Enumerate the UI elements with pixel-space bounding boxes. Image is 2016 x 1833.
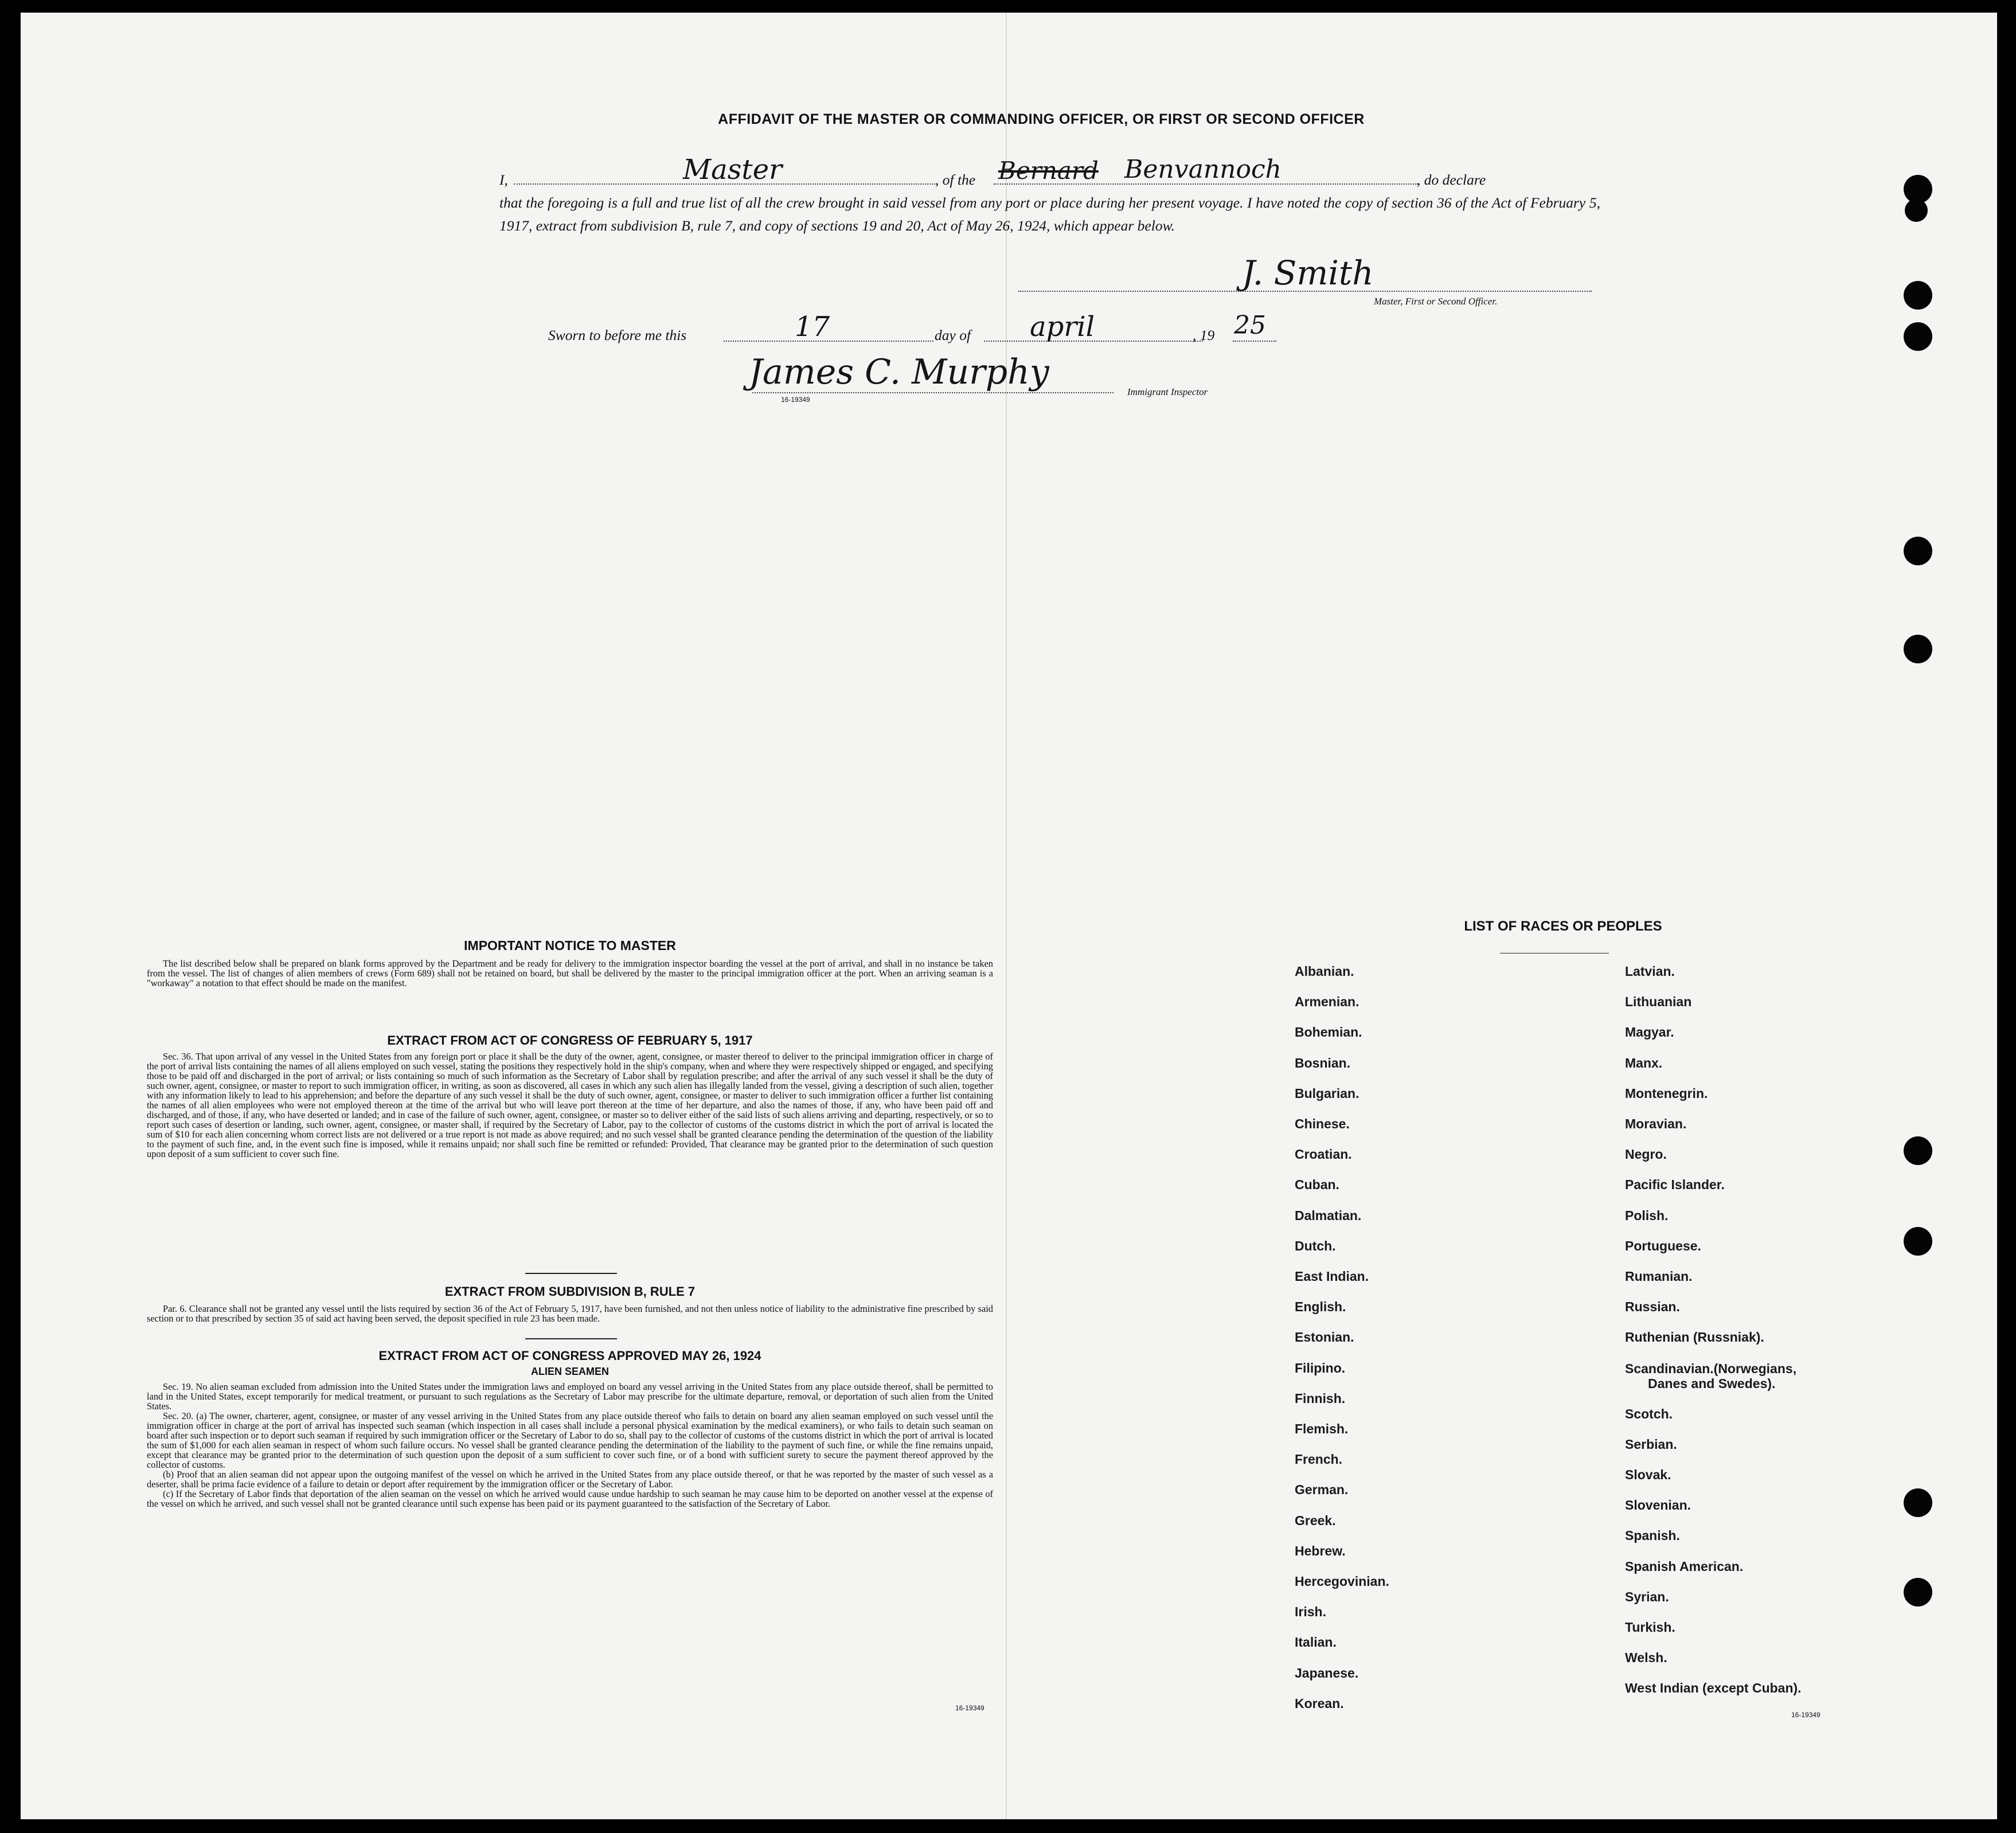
- inspector-caption: Immigrant Inspector: [1127, 386, 1208, 397]
- notice-text: The list described below shall be prepared on blank forms approved by the Department and be ready for delivery to the immigration inspector boarding the vessel at the port of arrival, and shall in no instance be taken from the vessel. The list of changes of alien members of crews (Form 689) shall not be retained on board, but shall be delivered by the master to the principal immigration officer at the port. When an arriving seaman is a "workaway" a notation to that effect should be made on the manifest.: [147, 958, 993, 988]
- race-item: Estonian.: [1295, 1330, 1354, 1345]
- races-title: LIST OF RACES OR PEOPLES: [1464, 919, 1662, 934]
- race-item: Lithuanian: [1625, 994, 1692, 1010]
- extract-1917-block: [147, 1052, 993, 1159]
- notice-text-block: [147, 959, 993, 988]
- sec20c-text: (c) If the Secretary of Labor finds that deportation of the alien seaman on the vessel on which he arrived would cause undue hardship to such seaman he may cause him to be deported on another vessel at the expense of the vessel on which he arrived, and such vessel shall not be granted clearance until such expense has been paid or its payment guaranteed to the satisfaction of the Secretary of Labor.: [147, 1488, 993, 1509]
- race-item: English.: [1295, 1299, 1346, 1315]
- race-item: Irish.: [1295, 1604, 1326, 1620]
- year-field-line: [1233, 341, 1276, 342]
- day-handwritten: 17: [795, 311, 830, 343]
- race-item: Bulgarian.: [1295, 1085, 1359, 1101]
- race-item: Turkish.: [1625, 1620, 1675, 1635]
- race-item: Syrian.: [1625, 1589, 1669, 1604]
- declaration-text: that the foregoing is a full and true list of all the crew brought in said vessel from any port or place during her present voyage. I have noted the copy of section 36 of the Act of February 5, 1917, extract from subdivision B, rule 7, and copy of sections 19 and 20, Act of May 26, 1924, which appear below.: [499, 194, 1600, 234]
- document-sheet: [21, 13, 1997, 1819]
- do-declare-label: , do declare: [1417, 171, 1486, 188]
- race-item: East Indian.: [1295, 1269, 1369, 1284]
- race-item: Chinese.: [1295, 1116, 1350, 1132]
- race-item: Spanish.: [1625, 1528, 1680, 1543]
- center-fold: [1006, 13, 1007, 1819]
- race-item: Flemish.: [1295, 1421, 1349, 1437]
- race-item: Italian.: [1295, 1635, 1337, 1650]
- race-item: Latvian.: [1625, 964, 1675, 979]
- punch-hole-icon: [1904, 1488, 1932, 1517]
- extract-rule7-text: Par. 6. Clearance shall not be granted any vessel until the lists required by section 36 of the Act of February 5, 1917, have been furnished, and not then unless notice of liability to the administrative fine prescribed by said section or to that prescribed by section 35 of said act having been served, the deposit specified in rule 23 has been made.: [147, 1303, 993, 1324]
- race-item: Magyar.: [1625, 1025, 1674, 1040]
- race-item: Polish.: [1625, 1207, 1669, 1223]
- race-item: Russian.: [1625, 1299, 1680, 1315]
- race-item: Scotch.: [1625, 1406, 1673, 1421]
- extract-1917-title: EXTRACT FROM ACT OF CONGRESS OF FEBRUARY 5, 1917: [387, 1033, 753, 1048]
- year-prefix: , 19: [1193, 327, 1215, 343]
- top-edge: [21, 13, 1997, 26]
- race-item: Korean.: [1295, 1695, 1344, 1711]
- sec19-text: Sec. 19. No alien seaman excluded from admission into the United States under the immigration laws and employed on board any vessel arriving in the United States from any place outside thereof, shall be permitted to land in the United States, except temporarily for medical treatment, or pursuant to such regulations as the Secretary of Labor may prescribe for the ultimate departure, removal, or deportation of such alien from the United States.: [147, 1381, 993, 1412]
- divider: [525, 1338, 617, 1339]
- race-item: Negro.: [1625, 1147, 1667, 1162]
- notice-title: IMPORTANT NOTICE TO MASTER: [464, 938, 676, 953]
- race-item: Albanian.: [1295, 964, 1354, 979]
- punch-hole-icon: [1904, 537, 1932, 565]
- race-item: Slovak.: [1625, 1467, 1671, 1483]
- of-the-label: , of the: [935, 171, 976, 188]
- race-item: Slovenian.: [1625, 1498, 1691, 1513]
- punch-hole-icon: [1904, 322, 1932, 351]
- race-item: Croatian.: [1295, 1147, 1352, 1162]
- race-item: German.: [1295, 1482, 1349, 1498]
- race-item: Moravian.: [1625, 1116, 1687, 1132]
- vessel-struck-handwritten: Bernard: [998, 157, 1099, 185]
- divider: [525, 1273, 617, 1274]
- affidavit-form-number: 16-19349: [781, 396, 810, 404]
- race-item: Spanish American.: [1625, 1558, 1744, 1574]
- sec20b-text: (b) Proof that an alien seaman did not appear upon the outgoing manifest of the vessel on which he arrived in the United States from any place outside thereof, or that he was reported by the master of such vessel as a deserter, shall be prima facie evidence of a failure to detain or deport after requirement by the immigration officer or the Secretary of Labor.: [147, 1469, 993, 1490]
- punch-hole-icon: [1904, 635, 1932, 663]
- race-item: Cuban.: [1295, 1177, 1339, 1193]
- punch-hole-icon: [1905, 199, 1928, 222]
- race-item: Filipino.: [1295, 1360, 1346, 1375]
- day-of-label: day of: [935, 327, 971, 343]
- race-item: West Indian (except Cuban).: [1625, 1680, 1802, 1696]
- i-label: I,: [499, 171, 508, 188]
- punch-hole-icon: [1904, 1227, 1932, 1256]
- race-item: Bosnian.: [1295, 1055, 1351, 1070]
- race-item: Montenegrin.: [1625, 1085, 1708, 1101]
- race-item: Hercegovinian.: [1295, 1574, 1389, 1589]
- race-item: French.: [1295, 1452, 1343, 1467]
- punch-hole-icon: [1904, 281, 1932, 310]
- race-item: Dalmatian.: [1295, 1207, 1362, 1223]
- race-item: Armenian.: [1295, 994, 1359, 1010]
- race-item: Dutch.: [1295, 1238, 1336, 1253]
- race-item: Serbian.: [1625, 1436, 1677, 1452]
- extract-rule7-title: EXTRACT FROM SUBDIVISION B, RULE 7: [444, 1284, 696, 1299]
- extract-rule7-block: [147, 1304, 993, 1323]
- extract-form-number: 16-19349: [955, 1704, 984, 1712]
- punch-hole-icon: [1904, 1578, 1932, 1607]
- race-item: Welsh.: [1625, 1650, 1667, 1666]
- sec20a-text: Sec. 20. (a) The owner, charterer, agent, consignee, or master of any vessel arriving in the United States from any place outside thereof who fails to detain on board any alien seaman employed on such vessel until the immigration officer in charge at the port of arrival has inspected such seaman (which inspection in all cases shall include a personal physical examination by the medical examiners), or who fails to detain such seaman on board after such inspection or to deport such seaman if required by such immigration officer or the Secretary of Labor to do so, shall pay to the collector of customs of the customs district in which the port of arrival is located the sum of $1,000 for each alien seaman in respect of whom such failure occurs. No vessel shall be granted clearance pending the determination of the liability to the payment of such fine, or while the fine remains unpaid, except that clearance may be granted prior to the determination of such question upon the deposit of a sum sufficient to cover such fine, or of a bond with sufficient surety to secure the payment thereof approved by the collector of customs.: [147, 1410, 993, 1470]
- affidavit-line-1: [499, 154, 1600, 191]
- race-item: Hebrew.: [1295, 1543, 1346, 1558]
- race-item: Japanese.: [1295, 1665, 1359, 1680]
- signature-caption: Master, First or Second Officer.: [1374, 296, 1498, 307]
- race-item: Greek.: [1295, 1512, 1336, 1528]
- affidavit-body: [499, 154, 1600, 237]
- race-item: Scandinavian.(Norwegians, Danes and Swedes).: [1625, 1361, 1797, 1391]
- races-right-column: [1625, 956, 1802, 1704]
- race-item: Pacific Islander.: [1625, 1177, 1725, 1193]
- month-handwritten: april: [1030, 311, 1095, 343]
- race-item: Manx.: [1625, 1055, 1663, 1070]
- affidavit-title: AFFIDAVIT OF THE MASTER OR COMMANDING OFFICER, OR FIRST OR SECOND OFFICER: [718, 111, 1365, 127]
- extract-1917-text: Sec. 36. That upon arrival of any vessel in the United States from any foreign port or place it shall be the duty of the owner, agent, consignee, or master thereof to deliver to the principal immigration officer in charge of the port of arrival lists containing the names of all aliens employed on such vessel, stating the positions they respectively hold in the ship's company, when and where they were respectively shipped or engaged, and specifying those to be paid off and discharged in the port of arrival; or lists containing so much of such information as the Secretary of Labor shall by regulation prescribe; and after the arrival of any such vessel it shall be the duty of such owner, agent, consignee, or master to report to such immigration officer, in writing, as soon as discovered, all cases in which any such alien has illegally landed from the vessel, giving a description of such alien, together with any information likely to lead to his apprehension; and before the departure of any such vessel it shall be the duty of such owner, agent, consignee, or master to deliver to such immigration officer a further list containing the names of all alien employees who were not employed thereon at the time of the arrival but who will leave port thereon at the time of her departure, and also the names of those, if any, who have been paid off and discharged, and of those, if any, who have deserted or landed; and in case of the failure of such owner, agent, consignee, or master so to deliver either of the said lists of such aliens arriving and departing, respectively, or so to report such cases of desertion or landing, such owner, agent, consignee, or master shall, if required by the Secretary of Labor, pay to the collector of customs of the customs district in which the port of arrival is located the sum of $10 for each alien concerning whom correct lists are not delivered or a true report is not made as above required; and no such vessel shall be granted clearance pending the determination of the question of the liability to the payment of such fine, and, in the event such fine is imposed, while it remains unpaid; nor shall such fine be remitted or refunded: Provided, That clearance may be granted prior to the determination of such question upon deposit of a sum sufficient to cover such fine.: [147, 1051, 993, 1159]
- extract-1924-title: EXTRACT FROM ACT OF CONGRESS APPROVED MAY 26, 1924: [378, 1349, 761, 1363]
- races-form-number: 16-19349: [1791, 1711, 1820, 1719]
- race-item: Ruthenian (Russniak).: [1625, 1330, 1764, 1345]
- vessel-name-handwritten: Benvannoch: [1124, 155, 1282, 184]
- extract-1924-block: [147, 1382, 993, 1508]
- year-handwritten: 25: [1234, 311, 1266, 340]
- race-item: Bohemian.: [1295, 1025, 1362, 1040]
- master-signature-handwritten: J. Smith: [1242, 253, 1374, 292]
- punch-hole-icon: [1904, 1136, 1932, 1165]
- race-item: Portuguese.: [1625, 1238, 1701, 1253]
- extract-1924-subtitle: ALIEN SEAMEN: [530, 1366, 609, 1377]
- race-item: Finnish.: [1295, 1390, 1346, 1406]
- master-name-handwritten: Master: [683, 154, 783, 186]
- inspector-signature-line: [752, 392, 1114, 393]
- races-left-column: [1295, 956, 1389, 1719]
- race-item: Rumanian.: [1625, 1269, 1693, 1284]
- sworn-prefix: Sworn to before me this: [548, 327, 687, 343]
- inspector-signature-handwritten: James C. Murphy: [749, 352, 1049, 392]
